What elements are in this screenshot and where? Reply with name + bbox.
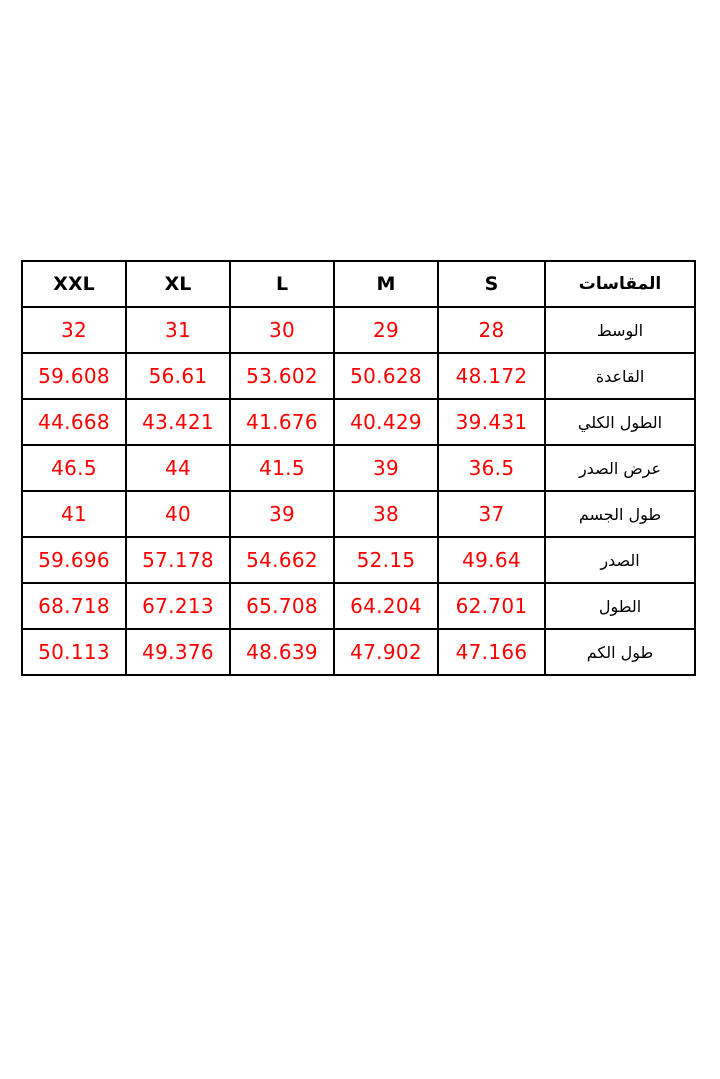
cell-value: 57.178 (126, 537, 230, 583)
table-row (22, 537, 695, 583)
cell-value: 53.602 (230, 353, 334, 399)
cell-value: 68.718 (22, 583, 126, 629)
row-label-sleeve-length: طول الكم (545, 629, 695, 675)
row-label-length: الطول (545, 583, 695, 629)
table-row (22, 399, 695, 445)
cell-value: 52.15 (334, 537, 438, 583)
cell-value: 38 (334, 491, 438, 537)
cell-value: 39 (230, 491, 334, 537)
cell-value: 65.708 (230, 583, 334, 629)
cell-value: 30 (230, 307, 334, 353)
cell-value: 62.701 (438, 583, 545, 629)
cell-value: 40 (126, 491, 230, 537)
header-size-s: S (438, 261, 545, 307)
cell-value: 59.608 (22, 353, 126, 399)
cell-value: 50.113 (22, 629, 126, 675)
cell-value: 54.662 (230, 537, 334, 583)
cell-value: 41.676 (230, 399, 334, 445)
row-label-waist: الوسط (545, 307, 695, 353)
cell-value: 31 (126, 307, 230, 353)
cell-value: 59.696 (22, 537, 126, 583)
table-header-row (22, 261, 695, 307)
cell-value: 43.421 (126, 399, 230, 445)
table-row (22, 491, 695, 537)
table-row (22, 445, 695, 491)
cell-value: 44.668 (22, 399, 126, 445)
cell-value: 39.431 (438, 399, 545, 445)
cell-value: 48.172 (438, 353, 545, 399)
row-label-base: القاعدة (545, 353, 695, 399)
size-chart-table (21, 260, 696, 676)
table-row (22, 583, 695, 629)
row-label-chest-width: عرض الصدر (545, 445, 695, 491)
cell-value: 32 (22, 307, 126, 353)
cell-value: 50.628 (334, 353, 438, 399)
cell-value: 28 (438, 307, 545, 353)
cell-value: 49.376 (126, 629, 230, 675)
header-size-l: L (230, 261, 334, 307)
header-size-m: M (334, 261, 438, 307)
row-label-body-length: طول الجسم (545, 491, 695, 537)
cell-value: 47.902 (334, 629, 438, 675)
cell-value: 47.166 (438, 629, 545, 675)
cell-value: 29 (334, 307, 438, 353)
cell-value: 36.5 (438, 445, 545, 491)
table-row (22, 307, 695, 353)
cell-value: 41 (22, 491, 126, 537)
cell-value: 41.5 (230, 445, 334, 491)
cell-value: 48.639 (230, 629, 334, 675)
header-sizes-label: المقاسات (545, 261, 695, 307)
cell-value: 67.213 (126, 583, 230, 629)
cell-value: 56.61 (126, 353, 230, 399)
cell-value: 37 (438, 491, 545, 537)
header-size-xl: XL (126, 261, 230, 307)
cell-value: 46.5 (22, 445, 126, 491)
row-label-total-length: الطول الكلي (545, 399, 695, 445)
cell-value: 40.429 (334, 399, 438, 445)
cell-value: 64.204 (334, 583, 438, 629)
row-label-chest: الصدر (545, 537, 695, 583)
table-row (22, 353, 695, 399)
table-row (22, 629, 695, 675)
header-size-xxl: XXL (22, 261, 126, 307)
cell-value: 49.64 (438, 537, 545, 583)
cell-value: 39 (334, 445, 438, 491)
cell-value: 44 (126, 445, 230, 491)
